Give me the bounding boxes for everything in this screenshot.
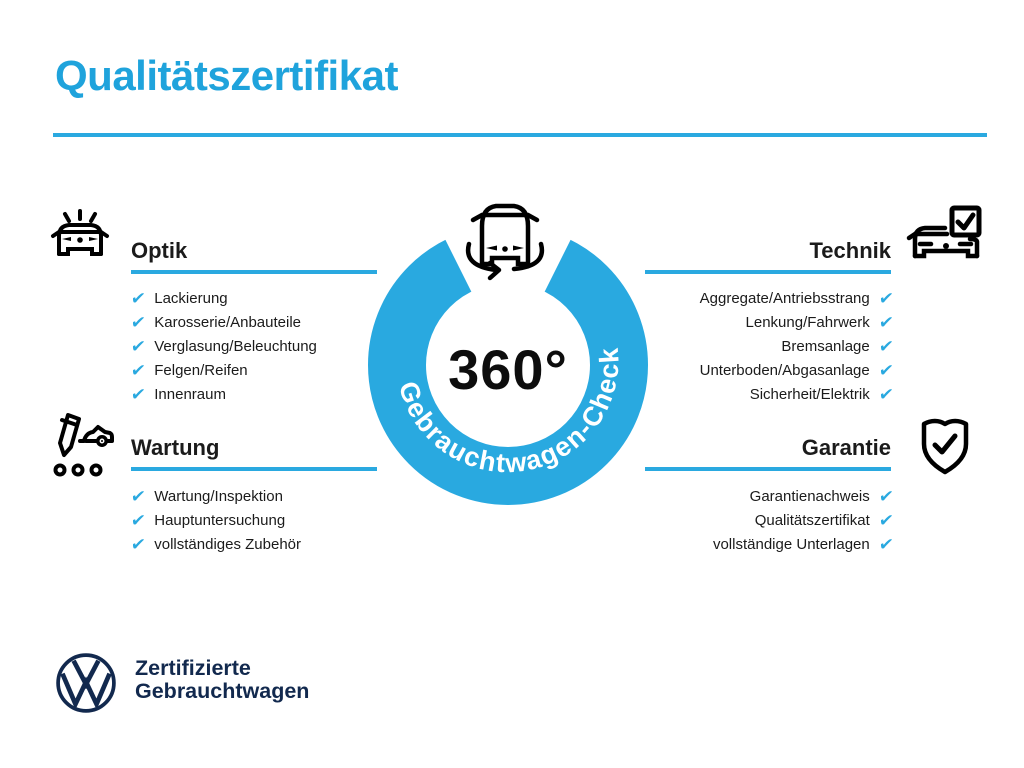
checklist-item-label: vollständige Unterlagen <box>712 535 870 553</box>
check-icon <box>878 338 895 355</box>
check-icon <box>130 362 147 379</box>
checklist-item <box>131 532 441 556</box>
check-icon <box>878 536 895 553</box>
section-header-wartung <box>131 435 377 471</box>
section-underline <box>645 467 891 471</box>
check-icon <box>130 536 147 553</box>
shining-car-icon <box>45 206 115 278</box>
rotating-car-icon <box>450 200 560 292</box>
checklist-item-label: Lackierung <box>154 289 228 307</box>
checklist-item-label: Hauptuntersuchung <box>154 511 286 529</box>
checklist-item-label: vollständiges Zubehör <box>154 535 302 553</box>
check-icon <box>878 362 895 379</box>
check-icon <box>130 338 147 355</box>
checklist-item-label: Bremsanlage <box>781 337 870 355</box>
checklist-item-label: Karosserie/Anbauteile <box>154 313 302 331</box>
check-icon <box>130 488 147 505</box>
title-divider <box>53 133 987 137</box>
check-icon <box>130 290 147 307</box>
checklist-item-label: Garantienachweis <box>749 487 870 505</box>
section-title-wartung: Wartung <box>131 435 220 460</box>
check-icon <box>130 314 147 331</box>
check-icon <box>878 386 895 403</box>
section-underline <box>131 467 377 471</box>
section-header-technik <box>645 238 891 274</box>
brand-text <box>135 657 309 703</box>
brand-line-1: Zertifizierte <box>135 656 251 680</box>
checklist-item-label: Aggregate/Antriebsstrang <box>699 289 870 307</box>
ring-curved-label: Gebrauchtwagen-Check <box>392 345 625 479</box>
car-checkbox-icon <box>905 204 987 280</box>
check-icon <box>878 290 895 307</box>
page-title: Qualitätszertifikat <box>55 52 398 99</box>
checklist-item-label: Qualitätszertifikat <box>754 511 870 529</box>
checklist-item <box>583 532 893 556</box>
pencil-car-icon <box>46 410 118 480</box>
section-title-technik: Technik <box>809 238 891 263</box>
checklist-item-label: Felgen/Reifen <box>154 361 248 379</box>
shield-check-icon <box>916 414 974 478</box>
checklist-item-label: Wartung/Inspektion <box>154 487 283 505</box>
checklist-item-label: Sicherheit/Elektrik <box>749 385 870 403</box>
section-underline <box>131 270 377 274</box>
section-title-garantie: Garantie <box>801 435 891 460</box>
checklist-item-label: Unterboden/Abgasanlage <box>699 361 870 379</box>
checklist-item-label: Lenkung/Fahrwerk <box>745 313 870 331</box>
check-icon <box>878 314 895 331</box>
vw-logo <box>55 652 117 714</box>
check-icon <box>130 512 147 529</box>
section-header-optik <box>131 238 377 274</box>
section-title-optik: Optik <box>131 238 188 263</box>
degrees-label: 360° <box>448 338 568 401</box>
checklist-item-label: Verglasung/Beleuchtung <box>154 337 317 355</box>
brand-line-2: Gebrauchtwagen <box>135 679 310 703</box>
section-header-garantie <box>645 435 891 471</box>
checklist-item-label: Innenraum <box>154 385 226 403</box>
check-icon <box>130 386 147 403</box>
section-underline <box>645 270 891 274</box>
check-icon <box>878 512 895 529</box>
check-icon <box>878 488 895 505</box>
